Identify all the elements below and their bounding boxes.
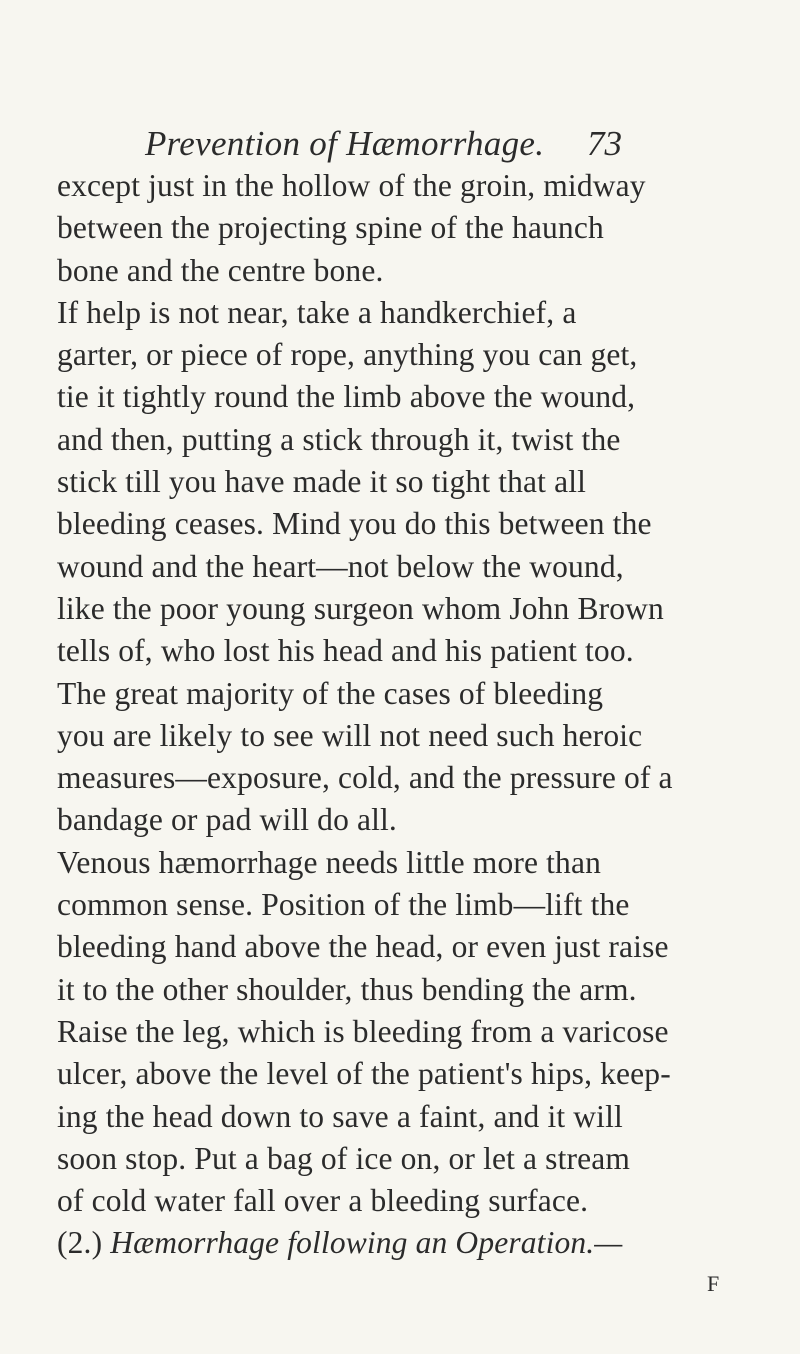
text-line: bone and the centre bone. (57, 252, 384, 288)
text-line: measures—exposure, cold, and the pressure of a (57, 760, 673, 796)
text-line: tells of, who lost his head and his patient too. (57, 633, 634, 669)
text-line: common sense. Position of the limb—lift the (57, 887, 630, 923)
text-line: and then, putting a stick through it, twist the (57, 421, 621, 457)
page-number: 73 (587, 124, 622, 163)
text-line: ulcer, above the level of the patient's hips, keep- (57, 1056, 671, 1092)
body-text (57, 165, 797, 1265)
text-line: If help is not near, take a handkerchief, a (57, 294, 577, 330)
text-line: bleeding hand above the head, or even just raise (57, 929, 669, 965)
text-line: soon stop. Put a bag of ice on, or let a stream (57, 1140, 631, 1176)
signature-mark: F (707, 1271, 720, 1296)
text-line: except just in the hollow of the groin, midway (57, 168, 646, 203)
text-line: it to the other shoulder, thus bending the arm. (57, 971, 637, 1007)
text-line: ing the head down to save a faint, and it will (57, 1098, 623, 1134)
text-line: garter, or piece of rope, anything you can get, (57, 337, 638, 373)
text-line: Raise the leg, which is bleeding from a varicose (57, 1013, 669, 1049)
text-line: bleeding ceases. Mind you do this between the (57, 506, 652, 542)
text-line: between the projecting spine of the haunch (57, 210, 604, 246)
text-line: of cold water fall over a bleeding surface. (57, 1183, 589, 1219)
text-line: The great majority of the cases of bleeding (57, 675, 604, 711)
section-number: (2.) (57, 1225, 103, 1261)
text-line: like the poor young surgeon whom John Brown (57, 590, 664, 626)
text-line: you are likely to see will not need such heroic (57, 717, 643, 753)
text-line: Venous hæmorrhage needs little more than (57, 844, 601, 880)
section-heading: Hæmorrhage following an Operation.— (110, 1225, 623, 1261)
text-line: tie it tightly round the limb above the wound, (57, 379, 636, 415)
section-heading-line (57, 1222, 797, 1264)
running-title: Prevention of Hæmorrhage. (145, 124, 545, 163)
text-line: stick till you have made it so tight that all (57, 464, 587, 500)
text-line: bandage or pad will do all. (57, 802, 397, 838)
running-head (145, 121, 622, 167)
text-line: wound and the heart—not below the wound, (57, 548, 624, 584)
